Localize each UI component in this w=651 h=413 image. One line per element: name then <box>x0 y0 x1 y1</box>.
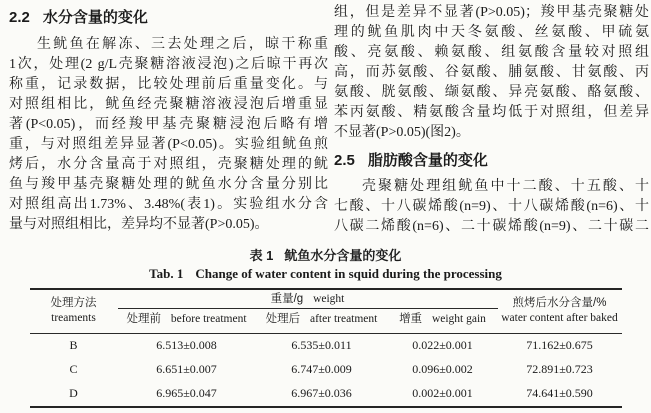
cell-treatment: D <box>69 386 78 400</box>
text-line: 1次，处理(2 g/L壳聚糖溶液浸泡)之后晾干再次 <box>9 57 328 72</box>
cell-before: 6.513±0.008 <box>156 338 217 352</box>
text-line: 著(P<0.05)，而经羧甲基壳聚糖浸泡后略有增 <box>9 117 328 132</box>
header-gain-en: weight gain <box>431 313 486 325</box>
cell-gain: 0.002±0.001 <box>412 386 473 400</box>
text-line: 烤后，水分含量高于对照组，壳聚糖处理的鱿 <box>9 157 328 172</box>
cell-before: 6.965±0.047 <box>156 386 217 400</box>
header-after-cn: 处理后 <box>265 313 301 325</box>
text-line: 八碳二烯酸(n=6)、二十碳烯酸(n=9)、二十碳二 <box>334 219 649 234</box>
text-line: 高，而苏氨酸、谷氨酸、脯氨酸、甘氨酸、丙 <box>334 65 649 80</box>
table-row <box>30 382 622 407</box>
cell-water: 71.162±0.675 <box>526 338 593 352</box>
header-after-treatment <box>256 309 388 334</box>
text-line: 对照组相比，鱿鱼经壳聚糖溶液浸泡后增重显 <box>9 97 328 112</box>
right-column <box>334 3 649 237</box>
cell-after: 6.747±0.009 <box>291 362 352 376</box>
text-line: 鱼与羧甲基壳聚糖处理的鱿鱼水分含量分别比 <box>9 177 328 192</box>
text-line: 不显著(P>0.05)(图2)。 <box>334 125 470 140</box>
cell-gain: 0.022±0.001 <box>412 338 473 352</box>
header-water-content-cn: 煎烤后水分含量/% <box>512 297 607 309</box>
table-row <box>30 334 622 359</box>
text-line: 壳聚糖处理组鱿鱼中十二酸、十五酸、十 <box>362 179 649 194</box>
section-title: 水分含量的变化 <box>42 9 148 26</box>
text-line: 生鱿鱼在解冻、三去处理之后，晾干称重 <box>37 37 328 52</box>
header-treatment-method <box>30 289 118 334</box>
table-row <box>30 358 622 382</box>
text-line: 称重，记录数据，比较处理前后重量变化。与 <box>9 77 328 92</box>
table-caption-cn-label: 表 1 <box>249 248 274 263</box>
header-water-content <box>498 289 622 334</box>
text-line: 七酸、十八碳烯酸(n=9)、十八碳烯酸(n=6)、十 <box>334 199 649 214</box>
water-content-table <box>30 288 622 408</box>
section-heading-2-2 <box>9 8 328 28</box>
left-column <box>9 8 328 235</box>
header-treatment-method-cn: 处理方法 <box>50 297 97 309</box>
text-line: 酸、亮氨酸、赖氨酸、组氨酸含量较对照组 <box>334 45 649 60</box>
cell-treatment: B <box>69 338 78 352</box>
header-gain-cn: 增重 <box>399 313 423 325</box>
table-caption-en-label: Tab. 1 <box>149 266 184 281</box>
header-water-content-en: water content after baked <box>501 312 618 324</box>
header-weight-group-en: weight <box>313 293 345 305</box>
cell-water: 72.891±0.723 <box>526 362 593 376</box>
cell-after: 6.967±0.036 <box>291 386 352 400</box>
cell-water: 74.641±0.590 <box>526 386 593 400</box>
text-line: 理的鱿鱼肌肉中天冬氨酸、丝氨酸、甲硫氨 <box>334 25 649 40</box>
table-1-block <box>0 249 651 408</box>
table-caption-cn-text: 鱿鱼水分含量的变化 <box>284 248 402 263</box>
cell-before: 6.651±0.007 <box>156 362 217 376</box>
header-treatment-method-en: treaments <box>51 312 96 324</box>
cell-after: 6.535±0.011 <box>291 338 352 352</box>
section-title: 脂肪酸含量的变化 <box>367 152 488 169</box>
text-line: 苯丙氨酸、精氨酸含量均低于对照组，但差异 <box>334 105 649 120</box>
header-weight-group <box>118 289 498 309</box>
header-before-en: before treatment <box>170 313 247 325</box>
text-line: 氨酸、胱氨酸、缬氨酸、异亮氨酸、酪氨酸、 <box>334 85 649 100</box>
table-caption-en-text: Change of water content in squid during the processing <box>195 266 502 281</box>
section-heading-2-5 <box>334 151 649 171</box>
table-caption-cn <box>0 249 651 263</box>
header-before-treatment <box>118 309 256 334</box>
header-weight-gain <box>388 309 498 334</box>
header-before-cn: 处理前 <box>126 313 161 325</box>
text-line: 组，但是差异不显著(P>0.05)；羧甲基壳聚糖处 <box>334 5 649 20</box>
header-weight-group-cn: 重量/g <box>270 293 304 305</box>
cell-treatment: C <box>69 362 78 376</box>
text-line: 对照组高出1.73%、3.48%(表1)。实验组水分含 <box>9 197 328 212</box>
cell-gain: 0.096±0.002 <box>412 362 473 376</box>
text-line: 量与对照组相比，差异均不显著(P>0.05)。 <box>9 217 269 232</box>
section-number: 2.5 <box>334 152 355 169</box>
text-line: 重，与对照组差异显著(P<0.05)。实验组鱿鱼煎 <box>9 137 328 152</box>
section-number: 2.2 <box>9 9 30 26</box>
table-caption-en <box>0 267 651 281</box>
header-after-en: after treatment <box>310 313 378 325</box>
